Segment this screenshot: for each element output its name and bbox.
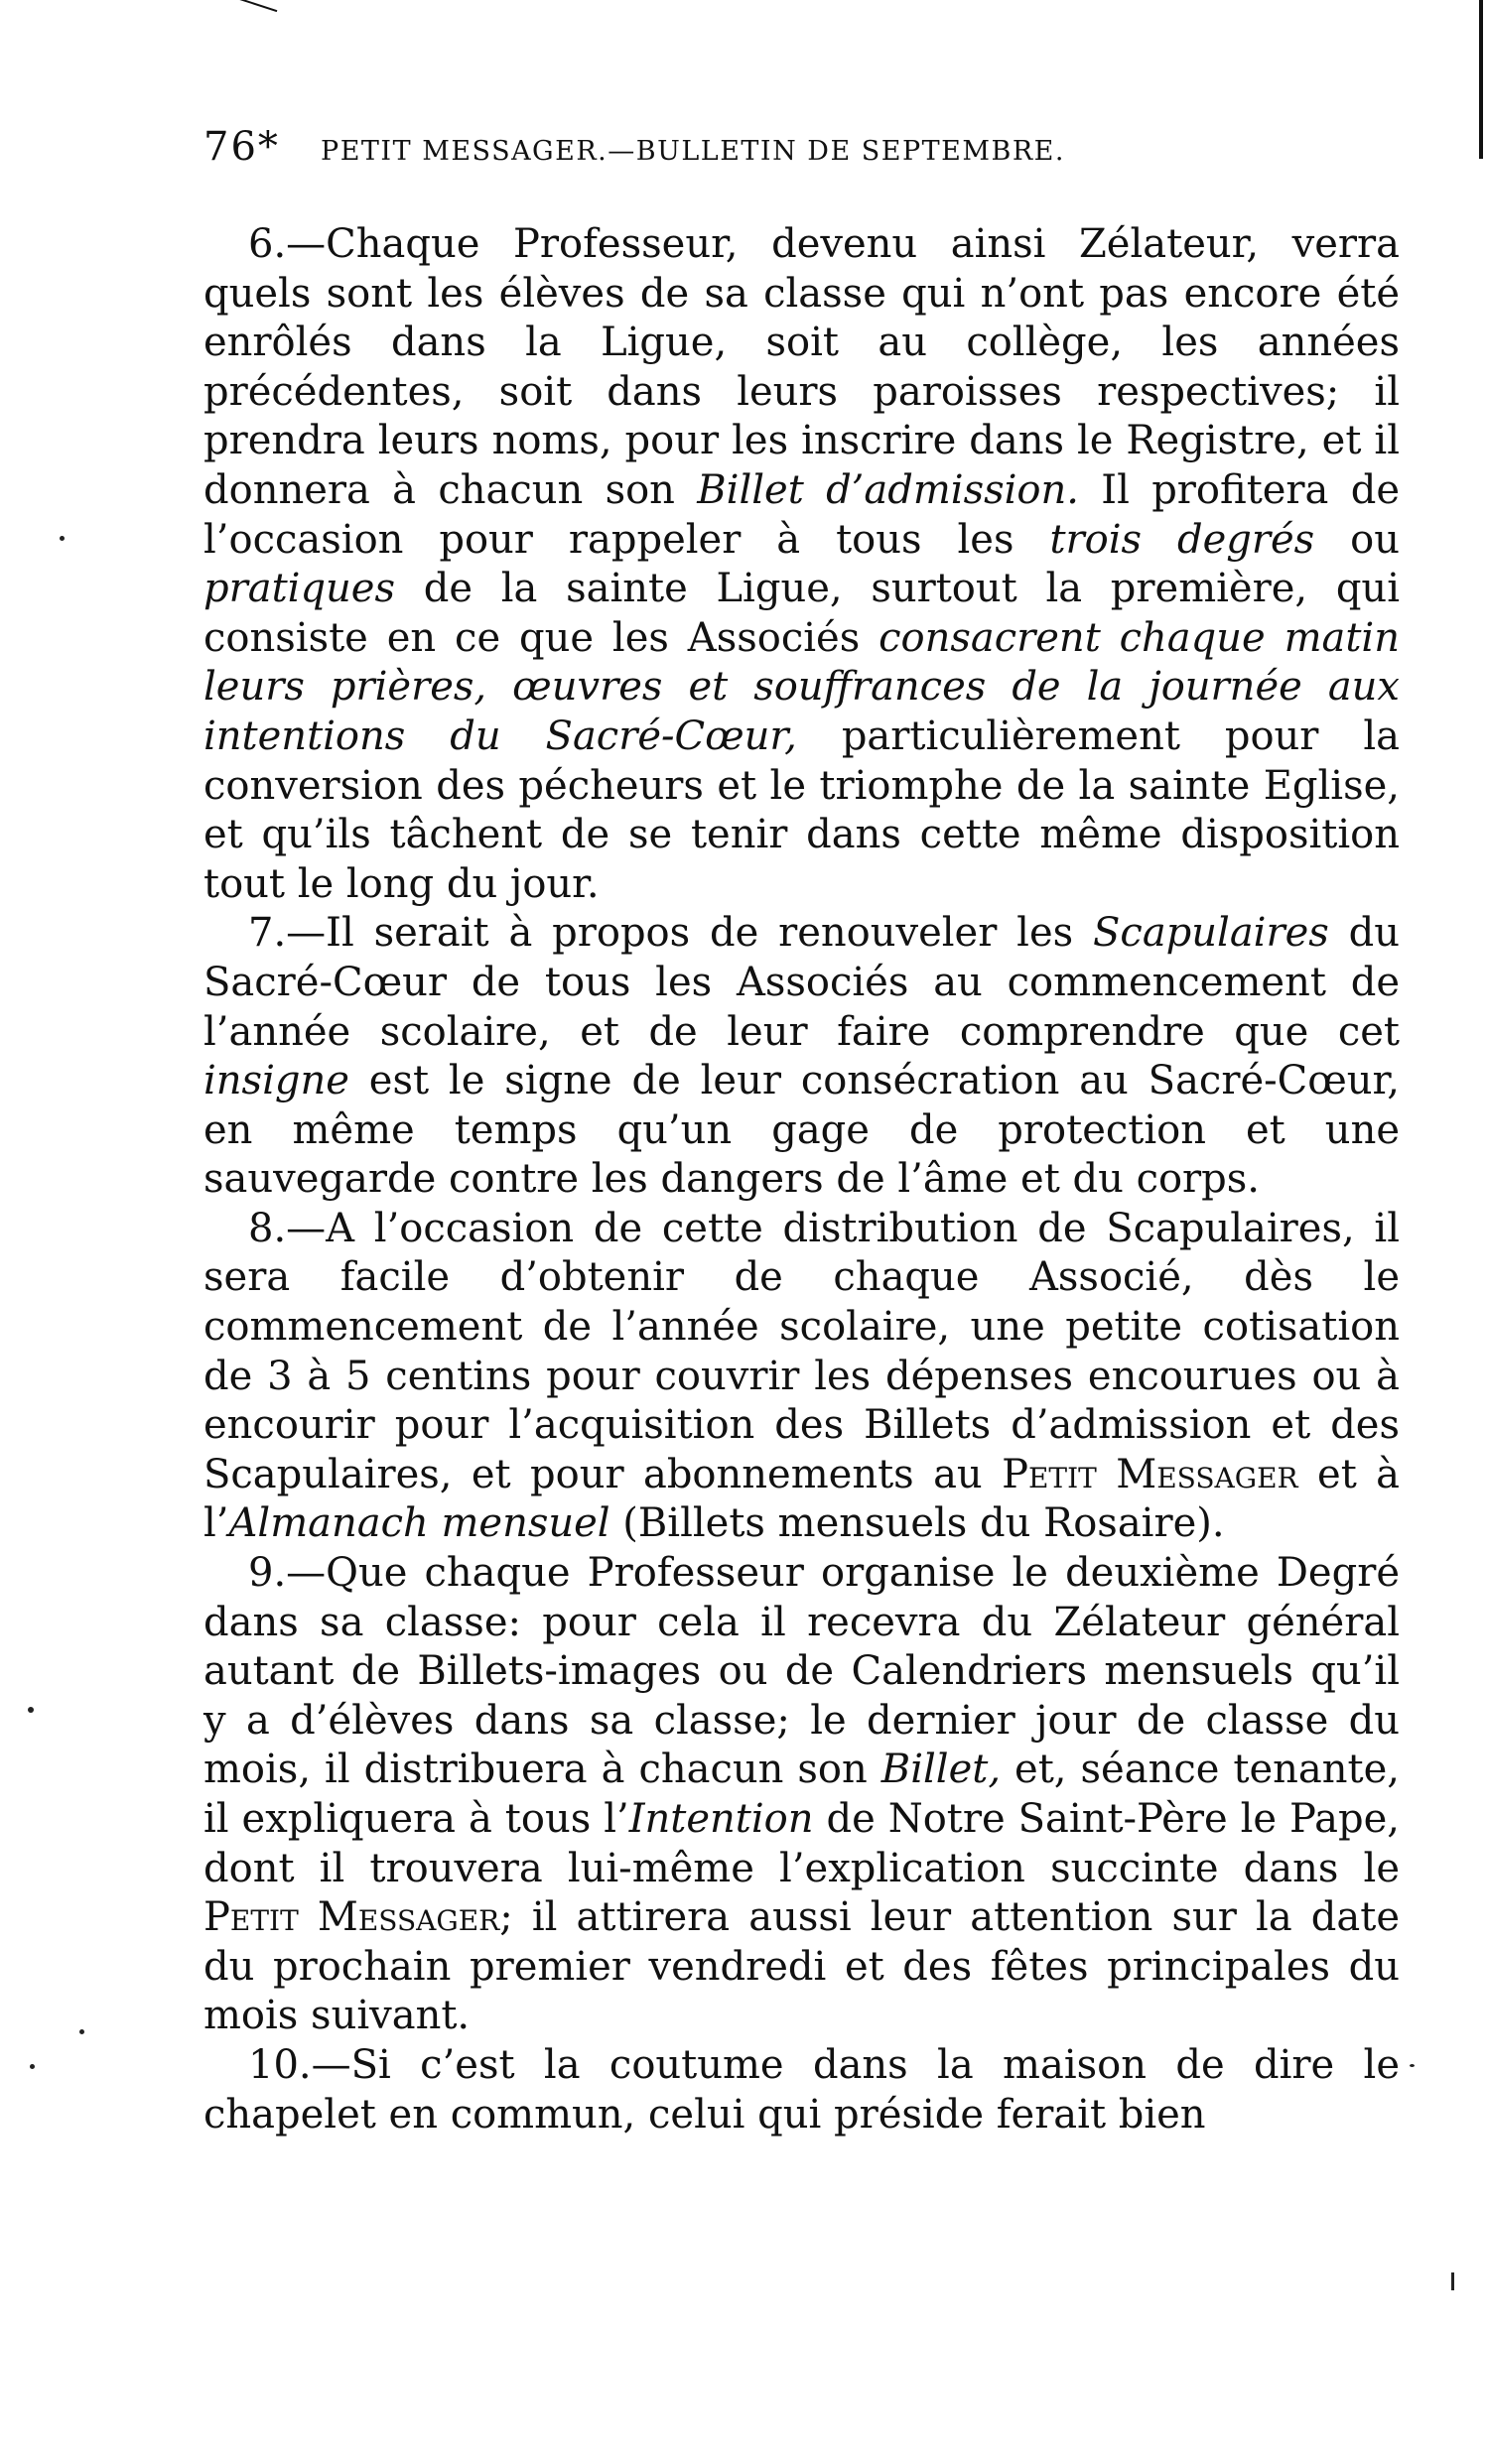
scan-speck: [79, 2029, 84, 2034]
italic-run: Almanach mensuel: [228, 1500, 610, 1547]
scan-corner-mark: [239, 0, 278, 12]
text-run: Il serait à propos de renouveler les: [326, 910, 1094, 957]
paragraph-9: [203, 1549, 1400, 2041]
italic-run: pratiques: [203, 566, 396, 612]
scan-speck: [28, 1707, 34, 1713]
page-number: 76*: [203, 124, 280, 170]
scan-speck: [1410, 2064, 1415, 2067]
text-run: de Notre Saint-Père le Pape, dont il trouvera lui-même l’explication succinte dans le: [203, 1796, 1400, 1891]
paragraph-number: 7.—: [248, 910, 327, 957]
text-run: ou: [1314, 516, 1401, 563]
italic-run: Scapulaires: [1093, 910, 1329, 957]
scan-speck: [1451, 2272, 1454, 2290]
text-run: A l’occasion de cette distribution de Scapulaires, il sera facile d’obtenir de chaque Associé, dès le commencement de l’année scolaire, une petite cotisation de 3 à 5 centins pour couvrir les dépenses encourues ou à encourir pour l’acquisition des Billets d’admission et des Scapulaires, et pour abonnements au: [203, 1205, 1400, 1497]
italic-run: consacrent chaque matin leurs prières, œuvres et souffrances de la journée aux intentions du Sacré-Cœur,: [203, 614, 1400, 759]
text-run: Si c’est la coutume dans la maison de dire le chapelet en commun, celui qui préside ferait bien: [203, 2041, 1400, 2138]
text-run: Il profitera de l’occasion pour rappeler à tous les: [203, 466, 1400, 563]
text-run: (Billets mensuels du Rosaire).: [609, 1500, 1225, 1547]
text-run: du Sacré-Cœur de tous les Associés au commencement de l’année scolaire, et de leur faire comprendre que cet: [203, 910, 1400, 1055]
paragraph-number: 8.—: [248, 1205, 327, 1251]
text-run: est le signe de leur consécration au Sacré-Cœur, en même temps qu’un gage de protection et une sauvegarde contre les dangers de l’âme et du corps.: [203, 1058, 1400, 1203]
smallcaps-run: Petit Messager: [1002, 1451, 1298, 1497]
italic-run: Billet,: [880, 1747, 1002, 1793]
scan-speck: [30, 2064, 35, 2069]
paragraph-10: [203, 2041, 1400, 2140]
text-run: particulièrement pour la conversion des pécheurs et le triomphe de la sainte Eglise, et qu’ils tâchent de se tenir dans cette même disposition tout le long du jour.: [203, 713, 1400, 907]
paragraph-6: [203, 220, 1400, 909]
body-text: [203, 220, 1400, 2140]
page-header: [203, 124, 1325, 170]
italic-run: Billet d’admission.: [697, 466, 1079, 513]
text-run: ; il attirera aussi leur attention sur la date du prochain premier vendredi et des fêtes principales du mois suivant.: [203, 1894, 1401, 2039]
italic-run: Intention: [628, 1796, 814, 1842]
text-run: Que chaque Professeur organise le deuxième Degré dans sa classe: pour cela il recevra du Zélateur général autant de Billets-images ou de Calendriers mensuels qu’il y a d’élèves dans sa classe; le dernier jour de classe du mois, il distribuera à chacun son: [203, 1550, 1400, 1793]
scan-edge-line: [1479, 0, 1483, 159]
paragraph-7: [203, 909, 1400, 1205]
text-run: et, séance tenante, il expliquera à tous l’: [203, 1747, 1400, 1842]
text-run: Chaque Professeur, devenu ainsi Zélateur, verra quels sont les élèves de sa classe qui n’ont pas encore été enrôlés dans la Ligue, soit au collège, les années précédentes, soit dans leurs paroisses respectives; il prendra leurs noms, pour les inscrire dans le Registre, et il donnera à chacun son: [203, 221, 1400, 513]
paragraph-8: [203, 1205, 1400, 1549]
smallcaps-run: Petit Messager: [203, 1894, 500, 1941]
italic-run: insigne: [203, 1058, 349, 1104]
italic-run: trois degrés: [1049, 516, 1315, 563]
paragraph-number: 10.—: [248, 2041, 351, 2088]
paragraph-number: 9.—: [248, 1550, 327, 1597]
paragraph-number: 6.—: [248, 221, 327, 267]
running-title: PETIT MESSAGER.—BULLETIN DE SEPTEMBRE.: [321, 136, 1065, 167]
text-run: et à l’: [203, 1451, 1401, 1547]
scan-speck: [60, 536, 65, 541]
text-run: de la sainte Ligue, surtout la première, qui consiste en ce que les Associés: [203, 566, 1400, 661]
